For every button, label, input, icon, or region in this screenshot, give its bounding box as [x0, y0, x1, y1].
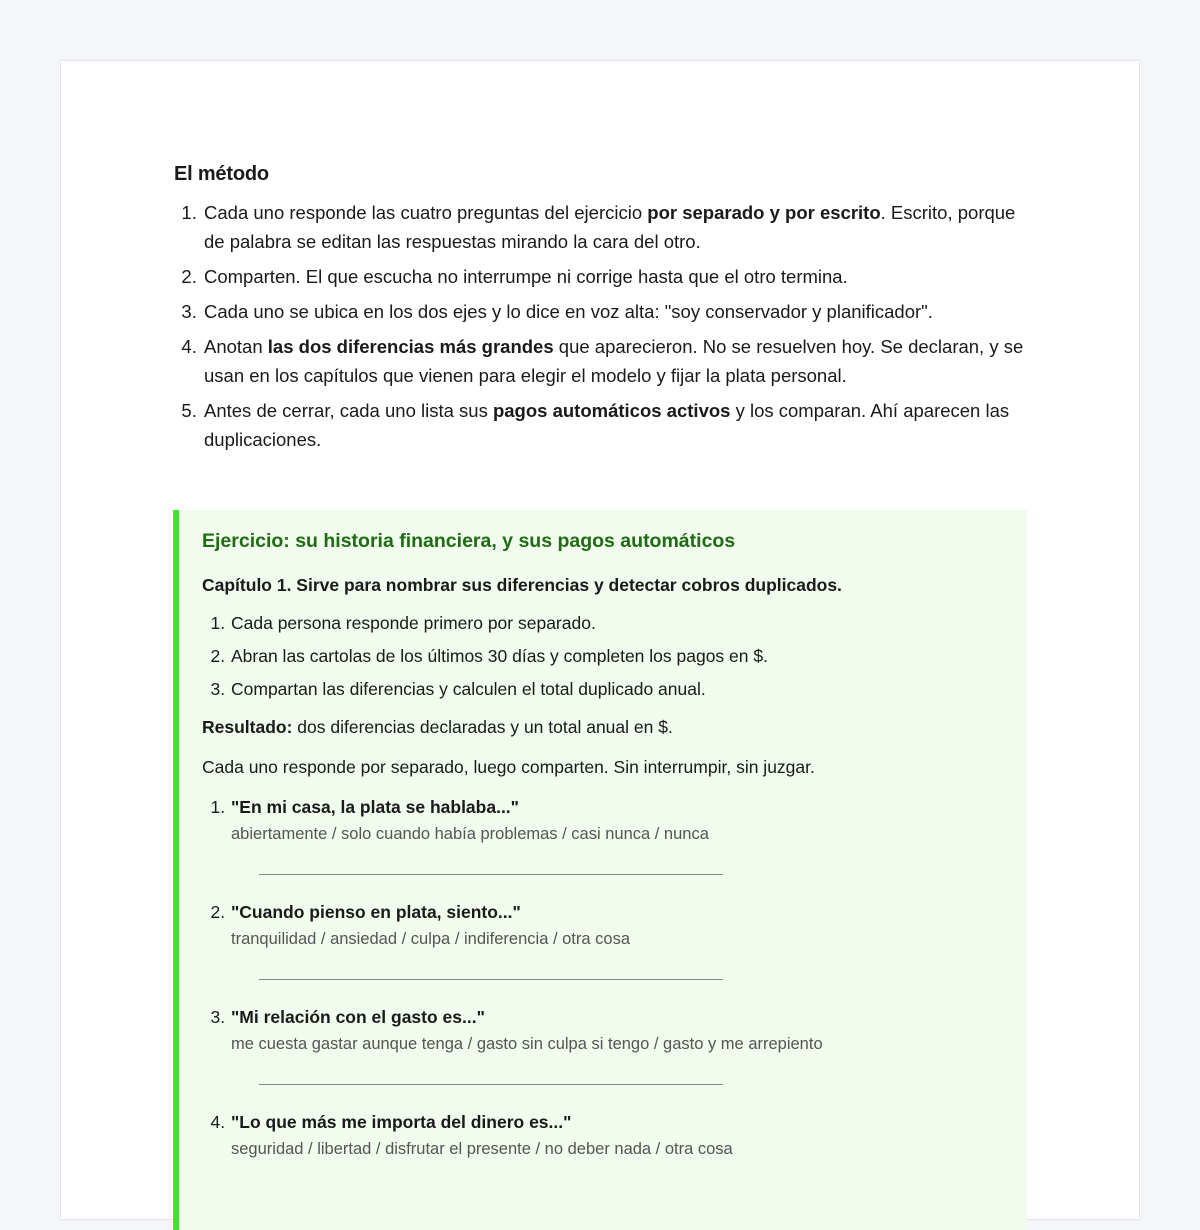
- method-step: 3. Cada uno se ubica en los dos ejes y lo dice en voz alta: "soy conservador y planificador".: [202, 297, 1029, 326]
- question-item: [230, 1004, 1005, 1109]
- result-label: Resultado:: [202, 717, 293, 737]
- result-text: dos diferencias declaradas y un total anual en $.: [292, 717, 673, 737]
- answer-line[interactable]: [259, 979, 723, 980]
- question-item: [230, 794, 1005, 899]
- answer-line[interactable]: [259, 874, 723, 875]
- section-title: El método: [174, 163, 269, 185]
- instruction-item: 3. Compartan las diferencias y calculen el total duplicado anual.: [230, 676, 1005, 702]
- exercise-callout: [173, 510, 1027, 1230]
- method-steps-list: [174, 198, 1029, 454]
- question-item: [230, 1109, 1005, 1214]
- exercise-result: [202, 714, 1005, 740]
- question-text: 1. "En mi casa, la plata se hablaba...": [231, 797, 519, 817]
- question-item: [230, 899, 1005, 1004]
- exercise-instructions: [202, 610, 1005, 702]
- question-options: me cuesta gastar aunque tenga / gasto sin culpa si tengo / gasto y me arrepiento: [231, 1035, 823, 1053]
- question-text: 2. "Cuando pienso en plata, siento...": [231, 902, 521, 922]
- exercise-title: Ejercicio: su historia financiera, y sus pagos automáticos: [202, 530, 736, 552]
- exercise-intro: Cada uno responde por separado, luego comparten. Sin interrumpir, sin juzgar.: [202, 757, 815, 777]
- document-page: [60, 60, 1140, 1220]
- method-section: [174, 163, 1029, 460]
- method-step: 1. Cada uno responde las cuatro preguntas del ejercicio por separado y por escrito. Escrito, porque de palabra se editan las respuestas mirando la cara del otro.: [202, 198, 1029, 256]
- question-options: tranquilidad / ansiedad / culpa / indiferencia / otra cosa: [231, 930, 630, 948]
- answer-line[interactable]: [259, 1084, 723, 1085]
- instruction-item: 2. Abran las cartolas de los últimos 30 días y completen los pagos en $.: [230, 643, 1005, 669]
- question-text: 4. "Lo que más me importa del dinero es...": [231, 1112, 572, 1132]
- instruction-item: 1. Cada persona responde primero por separado.: [230, 610, 1005, 636]
- exercise-chapter: Capítulo 1. Sirve para nombrar sus diferencias y detectar cobros duplicados.: [202, 575, 842, 595]
- question-list: [202, 794, 1005, 1214]
- question-text: 3. "Mi relación con el gasto es...": [231, 1007, 485, 1027]
- method-step: 2. Comparten. El que escucha no interrumpe ni corrige hasta que el otro termina.: [202, 262, 1029, 291]
- method-step: 4. Anotan las dos diferencias más grandes que aparecieron. No se resuelven hoy. Se declaran, y se usan en los capítulos que vienen para elegir el modelo y fijar la plata personal.: [202, 332, 1029, 390]
- question-options: seguridad / libertad / disfrutar el presente / no deber nada / otra cosa: [231, 1140, 733, 1158]
- method-step: 5. Antes de cerrar, cada uno lista sus pagos automáticos activos y los comparan. Ahí aparecen las duplicaciones.: [202, 396, 1029, 454]
- question-options: abiertamente / solo cuando había problemas / casi nunca / nunca: [231, 825, 709, 843]
